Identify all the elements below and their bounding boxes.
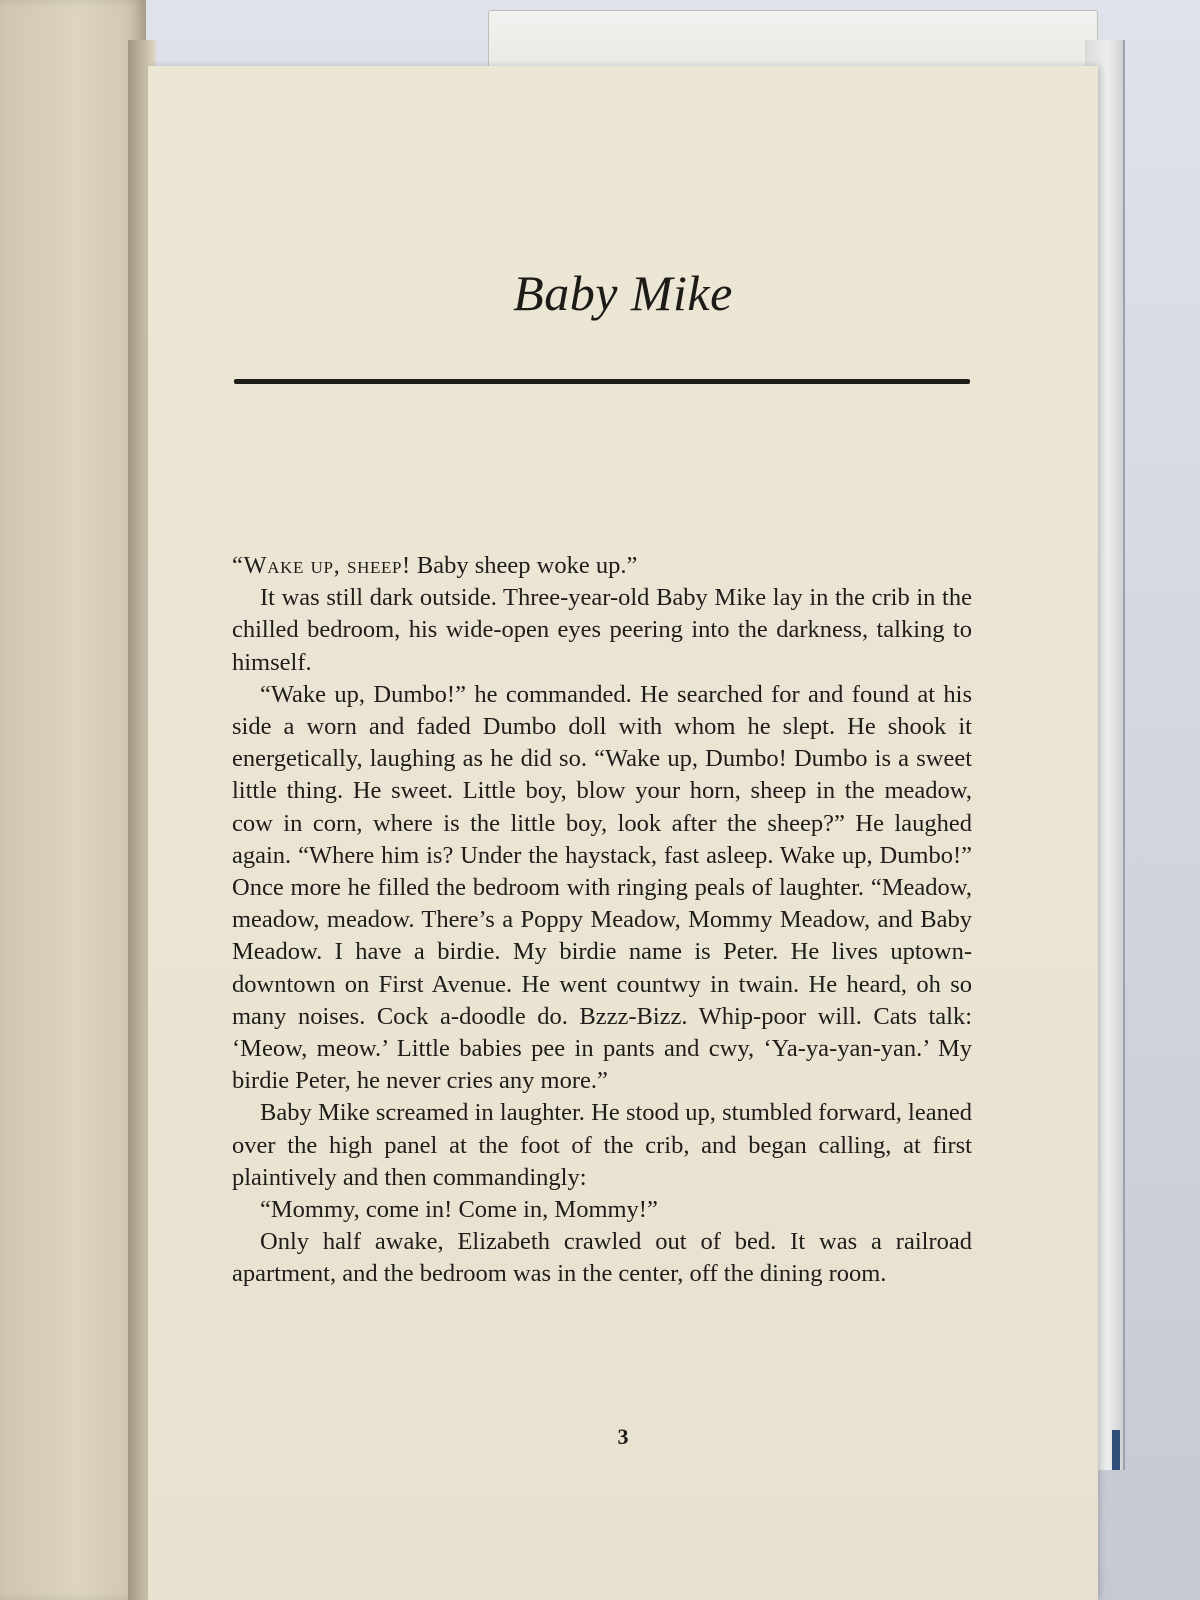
chapter-body: [232, 550, 972, 1291]
opening-rest: Baby sheep woke up.”: [410, 552, 638, 579]
paragraph: “Wake up, Dumbo!” he commanded. He searched for and found at his side a worn and faded Dumbo doll with whom he slept. He shook it energetically, laughing as he did so. “Wake up, Dumbo! Dumbo is a sweet little thing. He sweet. Little boy, blow your horn, sheep in the meadow, cow in corn, where is the little boy, look after the sheep?” He laughed again. “Where him is? Under the haystack, fast asleep. Wake up, Dumbo!” Once more he filled the bedroom with ringing peals of laughter. “Meadow, meadow, meadow. There’s a Poppy Meadow, Mommy Meadow, and Baby Meadow. I have a birdie. My birdie name is Peter. He lives uptown-downtown on First Avenue. He went countwy in twain. He heard, oh so many noises. Cock a-doodle do. Bzzz-Bizz. Whip-poor will. Cats talk: ‘Meow, meow.’ Little babies pee in pants and cwy, ‘Ya-ya-yan-yan.’ My birdie Peter, he never cries any more.”: [232, 680, 972, 1095]
jacket-blue-accent: [1112, 1430, 1120, 1470]
title-rule: [234, 379, 970, 384]
left-facing-page: [0, 0, 146, 1600]
opening-smallcaps: “Wake up, sheep!: [232, 552, 411, 579]
opening-paragraph: [232, 550, 972, 582]
paragraph: “Mommy, come in! Come in, Mommy!”: [260, 1196, 658, 1224]
paragraph: Baby Mike screamed in laughter. He stood up, stumbled forward, leaned over the high panel at the foot of the crib, and began calling, at first plaintively and then commandingly:: [232, 1099, 972, 1191]
book-page: [148, 66, 1098, 1600]
page-number: 3: [617, 1424, 629, 1449]
paragraph: Only half awake, Elizabeth crawled out of bed. It was a railroad apartment, and the bedroom was in the center, off the dining room.: [232, 1228, 972, 1288]
paragraph: It was still dark outside. Three-year-old Baby Mike lay in the crib in the chilled bedroom, his wide-open eyes peering into the darkness, talking to himself.: [232, 584, 972, 676]
chapter-title: Baby Mike: [513, 265, 733, 321]
